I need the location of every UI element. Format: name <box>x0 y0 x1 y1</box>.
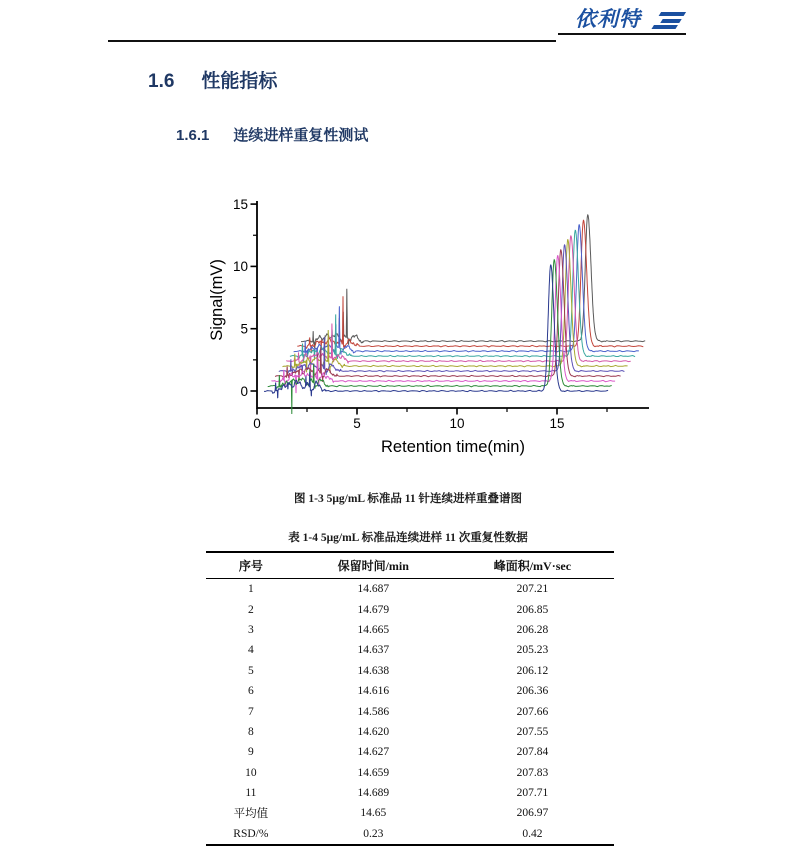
subsection-heading <box>176 124 368 145</box>
table-cell: 14.586 <box>357 705 390 718</box>
table-cell: 206.28 <box>516 623 549 636</box>
x-axis-label: Retention time(min) <box>381 438 525 456</box>
table-cell: 11 <box>245 787 257 800</box>
table-cell: 14.627 <box>357 746 390 759</box>
company-logo <box>575 8 690 34</box>
table-row <box>206 742 614 762</box>
table-row <box>206 661 614 681</box>
table-cell: 207.21 <box>516 583 549 596</box>
y-tick-label: 10 <box>232 259 248 275</box>
chromatogram-svg <box>203 185 663 463</box>
table-cell: 6 <box>248 685 254 698</box>
table-cell: 206.12 <box>516 664 549 677</box>
table-row <box>206 763 614 783</box>
table-cell: 2 <box>248 603 254 616</box>
table-cell: 207.55 <box>516 725 549 738</box>
y-tick-label: 15 <box>232 196 248 212</box>
table-cell: 0.42 <box>522 827 543 840</box>
table-cell: 207.66 <box>516 705 549 718</box>
table-cell: 14.638 <box>357 664 390 677</box>
header-rule <box>108 40 556 42</box>
table-cell: 206.36 <box>516 685 549 698</box>
table-cell: 205.23 <box>516 644 549 657</box>
table-cell: 14.689 <box>357 787 390 800</box>
logo-underline <box>558 33 686 35</box>
table-cell: 3 <box>248 623 254 636</box>
table-row <box>206 803 614 823</box>
company-logo-text: 依利特 <box>575 8 641 31</box>
table-cell: 平均值 <box>233 808 269 821</box>
table-row <box>206 640 614 660</box>
table-cell: 206.97 <box>516 807 549 820</box>
table-cell: RSD/% <box>233 827 269 840</box>
table-row <box>206 824 614 845</box>
table-caption: 表 1-4 5μg/mL 标准品连续进样 11 次重复性数据 <box>288 532 528 544</box>
column-header: 保留时间/min <box>296 552 451 579</box>
section-title: 性能指标 <box>201 71 278 92</box>
table-cell: 14.616 <box>357 685 390 698</box>
repeatability-table <box>206 551 614 846</box>
subsection-title: 连续进样重复性测试 <box>233 127 369 144</box>
logo-stripes-icon <box>649 12 686 32</box>
chromatogram-trace-11 <box>301 215 645 349</box>
table-header-row <box>206 552 614 579</box>
table-cell: 10 <box>245 766 257 779</box>
table-row <box>206 579 614 600</box>
table-cell: 14.65 <box>360 807 387 820</box>
subsection-number: 1.6.1 <box>176 127 210 144</box>
table-cell: 14.687 <box>357 583 390 596</box>
table-cell: 14.659 <box>357 766 390 779</box>
chromatogram-trace-9 <box>294 225 639 361</box>
table-row <box>206 722 614 742</box>
table-row <box>206 599 614 619</box>
table-cell: 207.83 <box>516 766 549 779</box>
chromatogram-trace-5 <box>279 245 625 375</box>
table-row <box>206 701 614 721</box>
table-cell: 5 <box>248 664 254 677</box>
table-cell: 1 <box>248 583 254 596</box>
y-tick-label: 5 <box>240 321 248 337</box>
section-heading <box>148 66 277 93</box>
chromatogram-trace-10 <box>297 220 643 353</box>
column-header: 序号 <box>206 552 296 579</box>
table-cell: 207.84 <box>516 746 549 759</box>
table-cell: 14.637 <box>357 644 390 657</box>
table-cell: 14.620 <box>357 725 390 738</box>
table-cell: 207.71 <box>516 787 549 800</box>
table-row <box>206 783 614 803</box>
table-row <box>206 681 614 701</box>
table-cell: 4 <box>248 644 254 657</box>
table-cell: 0.23 <box>363 827 384 840</box>
y-tick-label: 0 <box>240 383 248 399</box>
table-cell: 8 <box>248 725 254 738</box>
table-cell: 14.665 <box>357 623 390 636</box>
chromatogram-trace-3 <box>271 256 615 393</box>
x-tick-label: 0 <box>253 416 261 431</box>
figure-caption: 图 1-3 5μg/mL 标准品 11 针连续进样重叠谱图 <box>294 493 522 505</box>
column-header: 峰面积/mV·sec <box>451 552 614 579</box>
x-tick-label: 10 <box>449 416 465 431</box>
table-cell: 14.679 <box>357 603 390 616</box>
table-cell: 9 <box>248 746 254 759</box>
chromatogram-chart <box>203 185 663 463</box>
table-cell: 206.85 <box>516 603 549 616</box>
table-row <box>206 620 614 640</box>
x-tick-label: 5 <box>353 416 361 431</box>
section-number: 1.6 <box>148 71 175 92</box>
table-cell: 7 <box>248 705 254 718</box>
y-axis-label: Signal(mV) <box>208 259 226 341</box>
x-tick-label: 15 <box>549 416 565 431</box>
